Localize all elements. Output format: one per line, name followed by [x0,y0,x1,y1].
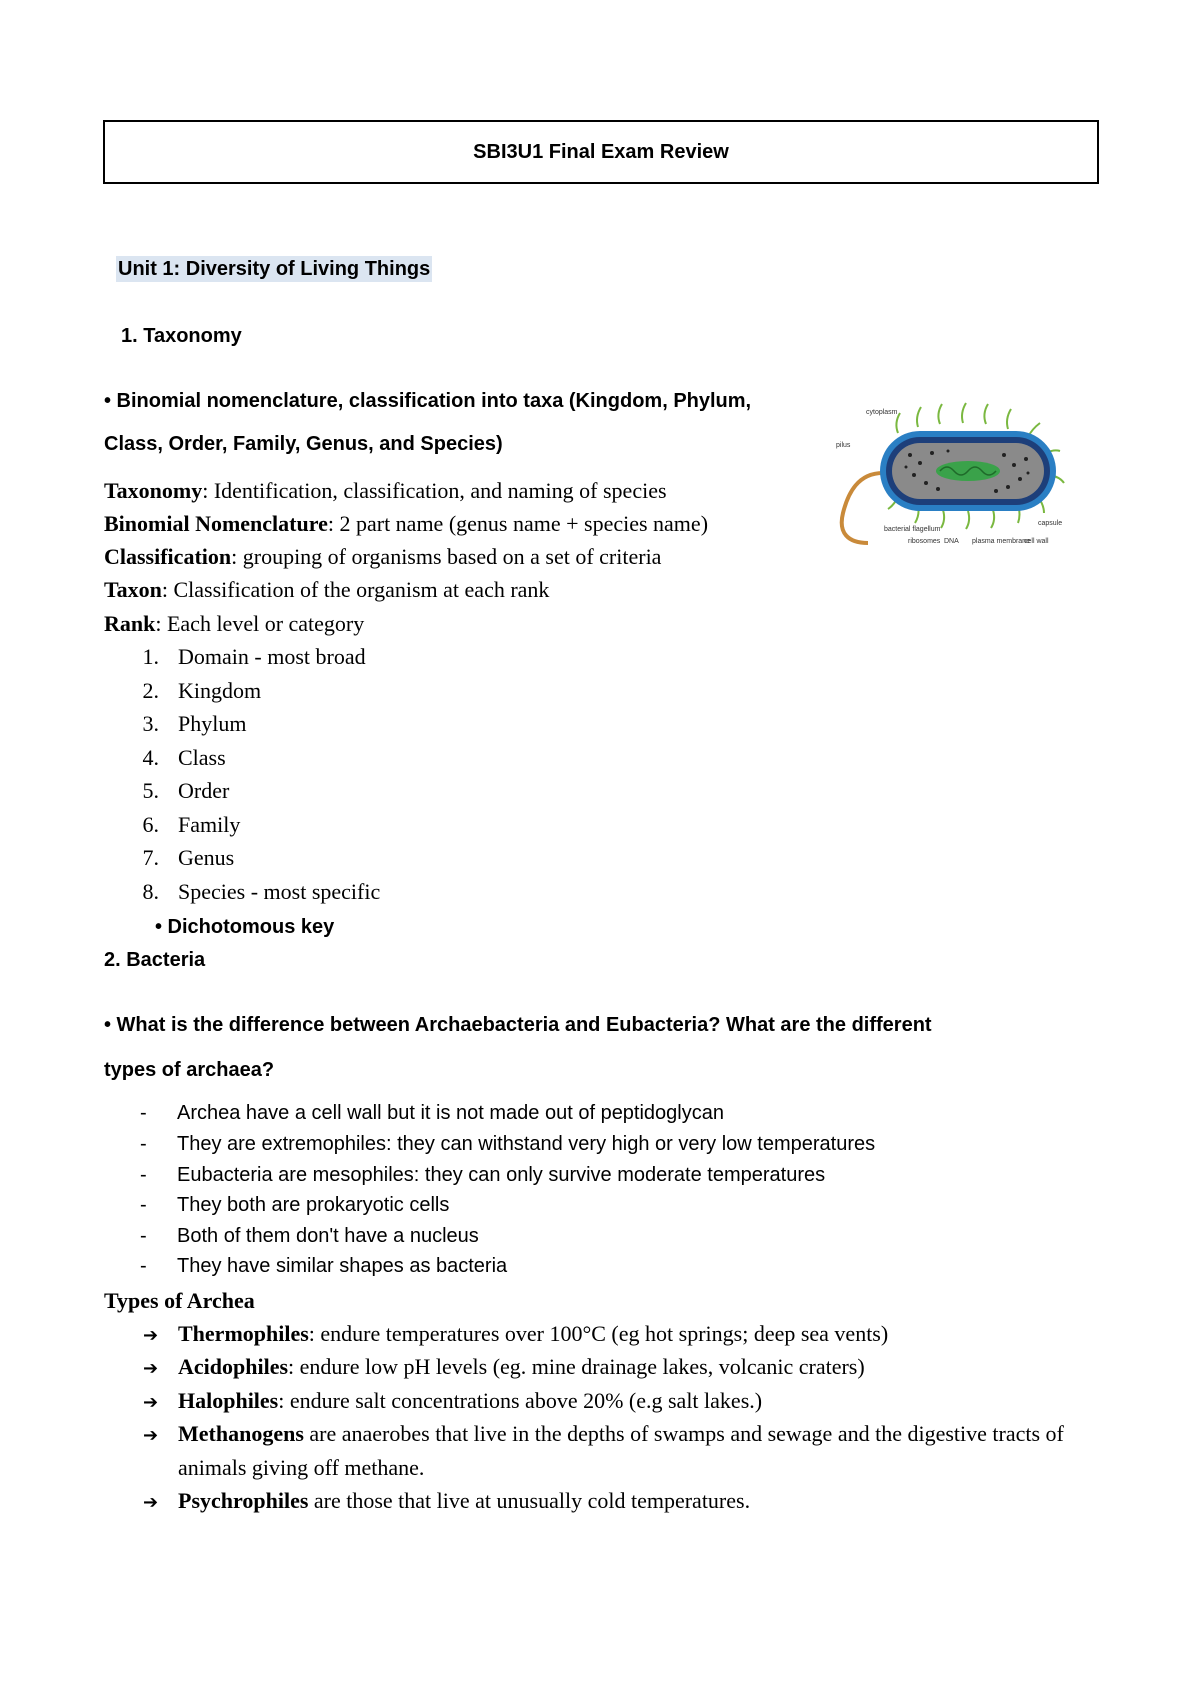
label-pilus: pilus [836,442,851,449]
bacterium-diagram [828,393,1075,557]
definition-line [104,511,708,537]
dash-icon: - [140,1194,147,1216]
list-item: - Both of them don't have a nucleus [140,1225,479,1247]
list-item: 3. Phylum [142,711,247,736]
list-item: 8. Species - most specific [142,879,381,904]
definition-text: : Identification, classification, and naming of species [202,478,667,503]
definition-term: Taxon [104,577,162,602]
definition-text: : grouping of organisms based on a set of criteria [231,544,662,569]
dash-icon: - [140,1164,147,1186]
question-line1: • What is the difference between Archaebacteria and Eubacteria? What are the different [104,1014,932,1036]
label-flagellum: bacterial flagellum [884,526,941,533]
document-title-text: SBI3U1 Final Exam Review [473,140,729,163]
list-item: ➔ Psychrophiles are those that live at unusually cold temperatures. [143,1488,751,1513]
dichotomous-key-bullet: • Dichotomous key [155,916,335,938]
definition-line [104,478,667,504]
list-item: 2. Kingdom [142,678,262,703]
arrow-right-icon: ➔ [143,1492,159,1513]
types-heading: Types of Archea [104,1288,255,1313]
list-item: 7. Genus [142,845,235,870]
definition-text: : Classification of the organism at each rank [161,577,550,602]
definition-line [104,611,364,637]
definition-text: : Each level or category [155,611,365,636]
definition-term: Binomial Nomenclature [104,511,328,536]
arrow-right-icon: ➔ [143,1392,159,1413]
list-item: ➔ Halophiles: endure salt concentrations above 20% (e.g salt lakes.) [143,1388,763,1413]
label-capsule: capsule [1038,520,1063,527]
list-item: - They are extremophiles: they can withstand very high or very low temperatures [140,1133,876,1155]
list-item: - Eubacteria are mesophiles: they can only survive moderate temperatures [140,1164,826,1186]
list-item: - Archea have a cell wall but it is not made out of peptidoglycan [140,1102,724,1124]
list-item: - They both are prokaryotic cells [140,1194,450,1216]
label-wall: cell wall [1024,538,1049,545]
list-item: ➔ Acidophiles: endure low pH levels (eg. mine drainage lakes, volcanic craters) [143,1354,865,1379]
definition-line [104,544,661,570]
taxonomy-bullet-line2: Class, Order, Family, Genus, and Species) [104,433,503,455]
unit-heading [116,258,432,281]
list-item: - They have similar shapes as bacteria [140,1255,508,1277]
arrow-right-icon: ➔ [143,1325,159,1346]
definition-line [104,577,549,603]
label-cytoplasm: cytoplasm [866,409,898,416]
list-item: ➔ Methanogens are anaerobes that live in the depths of swamps and sewage and the digestive tracts of [143,1421,1064,1446]
list-item: ➔ Thermophiles: endure temperatures over 100°C (eg hot springs; deep sea vents) [143,1321,889,1346]
taxonomy-bullet-line1: • Binomial nomenclature, classification into taxa (Kingdom, Phylum, [104,390,752,412]
list-item: 5. Order [142,778,230,803]
arrow-right-icon: ➔ [143,1358,159,1379]
list-item: 4. Class [142,745,226,770]
definition-term: Rank [104,611,156,636]
list-item: 6. Family [142,812,241,837]
dash-icon: - [140,1133,147,1155]
list-item-continuation: animals giving off methane. [178,1455,425,1480]
dash-icon: - [140,1225,147,1247]
section-heading-bacteria: 2. Bacteria [104,949,206,971]
list-item: 1. Domain - most broad [142,644,366,669]
question-line2: types of archaea? [104,1059,275,1081]
definition-term: Classification [104,544,232,569]
label-ribosomes: ribosomes [908,538,941,545]
dash-icon: - [140,1255,147,1277]
label-dna: DNA [944,538,959,545]
document-title [103,120,1099,184]
definition-term: Taxonomy [104,478,203,503]
definition-text: : 2 part name (genus name + species name) [327,511,709,536]
unit-heading-text: Unit 1: Diversity of Living Things [118,258,431,280]
label-membrane: plasma membrane [972,538,1030,545]
dash-icon: - [140,1102,147,1124]
section-heading-taxonomy: 1. Taxonomy [121,325,242,347]
arrow-right-icon: ➔ [143,1425,159,1446]
